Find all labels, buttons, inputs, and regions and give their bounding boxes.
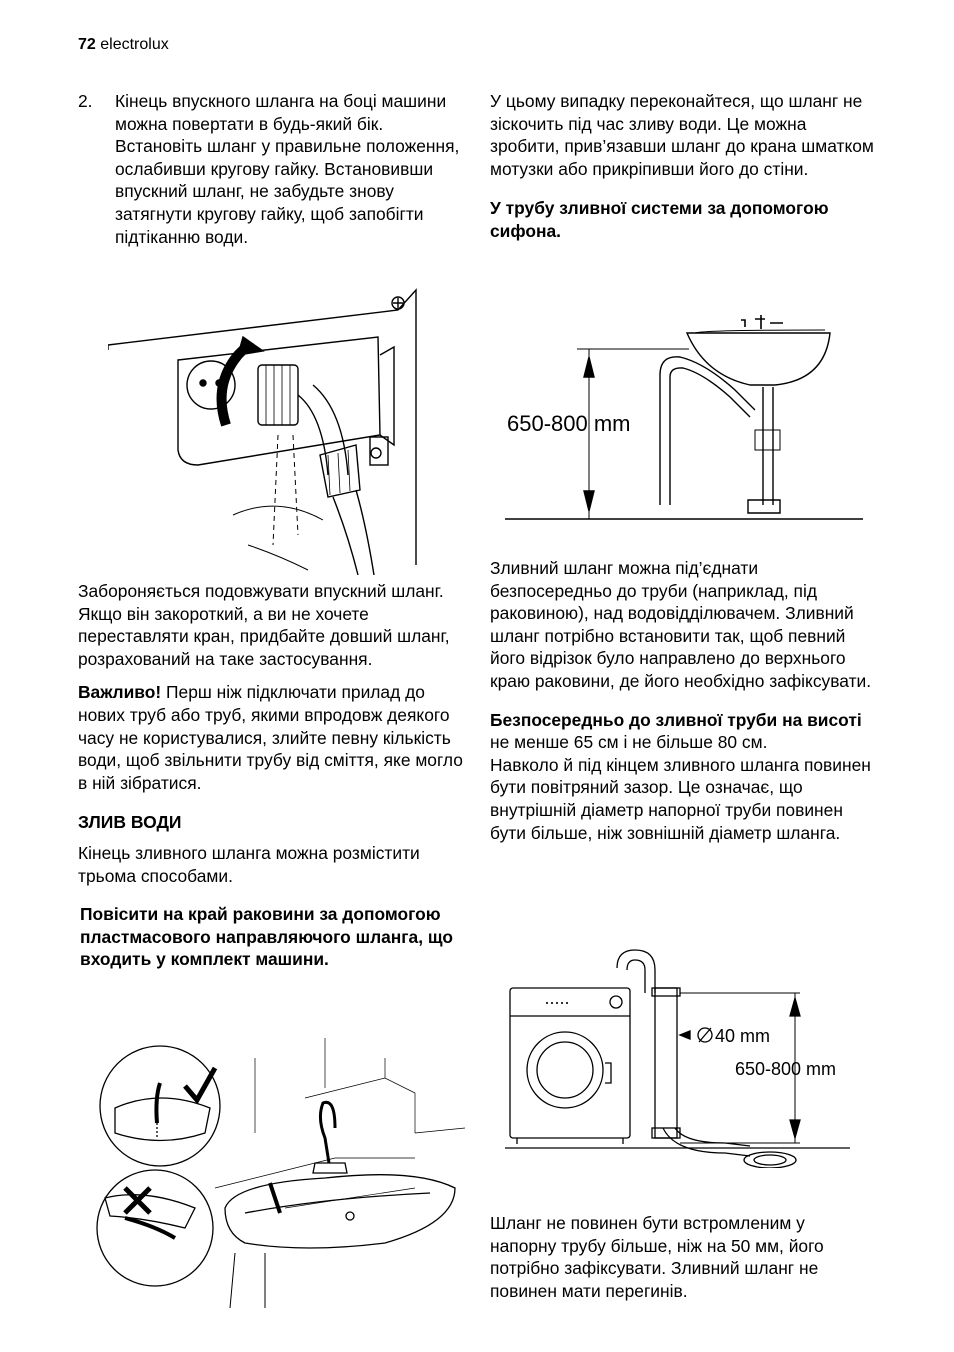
air-gap-paragraph: Навколо й під кінцем зливного шланга повинен бути повітряний зазор. Це означає, що внутрішній діаметр напорної труби повинен бути більше, ніж зовнішній діаметр шланга. — [490, 754, 871, 843]
list-item-number: 2. — [78, 91, 93, 111]
extend-hose-paragraph: Забороняється подовжувати впускний шланг. Якщо він закороткий, а ви не хочете переставляти кран, придбайте довший шланг, розрахований на таке застосування. — [78, 581, 450, 669]
left-body-text — [78, 580, 463, 971]
inlet-hose-paragraph: Кінець впускного шланга на боці машини можна повертати в будь-який бік. Встановіть шланг у правильне положення, ослабивши кругову гайку. Встановивши впускний шланг, не забудьте знову затягнути кругову гайку, щоб запобігти підтіканню води. — [115, 91, 460, 247]
important-paragraph — [78, 681, 463, 794]
direct-connection-paragraph: Зливний шланг можна під’єднати безпосередньо до труби (наприклад, під раковиною), над водовідділювачем. Зливний шланг потрібно встановити так, щоб певний його відрізок було направлено до верхнього краю раковини, де його необхідно зафіксувати. — [490, 558, 872, 691]
important-text: Перш ніж підключати прилад до нових труб або труб, якими впродовж деякого часу не користувалися, злийте певну кількість води, щоб звільнити трубу від сміття, яке могло в ній зібратися. — [78, 682, 463, 793]
sink-paragraph: У цьому випадку переконайтеся, що шланг не зіскочить під час зливу води. Це можна зробити, прив’язавши шланг до крана шматком мотузки або прикріпивши його до стіни. — [490, 91, 874, 179]
page-number: 72 — [78, 36, 96, 53]
insertion-paragraph: Шланг не повинен бути встромленим у напорну трубу більше, ніж на 50 мм, його потрібно зафіксувати. Зливний шланг не повинен мати перегинів. — [490, 1213, 824, 1301]
pipe-heading: Безпосередньо до зливної труби на висоті — [490, 709, 862, 730]
sink-hang-figure — [85, 1038, 465, 1308]
drain-pipe-figure — [505, 948, 855, 1168]
siphon-height-label: 650-800 mm — [507, 411, 631, 436]
pipe-height-label: 650-800 mm — [735, 1059, 837, 1079]
drain-heading: ЗЛИВ ВОДИ — [78, 812, 182, 833]
right-body-middle — [490, 557, 875, 844]
hang-heading: Повісити на край раковини за допомогою пластмасового направляючого шланга, що входить у комплект машини. — [80, 904, 453, 970]
pipe-paragraph — [490, 709, 875, 754]
page-header — [78, 36, 169, 54]
inlet-hose-figure — [108, 285, 420, 575]
important-label: Важливо! — [78, 682, 162, 703]
brand-name: electrolux — [100, 36, 169, 53]
right-body-top — [490, 90, 875, 243]
drain-intro-paragraph: Кінець зливного шланга можна розмістити трьома способами. — [78, 842, 420, 886]
pipe-text-1: не менше 65 см і не більше 80 см. — [490, 732, 768, 753]
list-item-text — [115, 90, 465, 248]
pipe-diameter-label: 40 mm — [715, 1026, 771, 1046]
siphon-figure — [505, 305, 865, 525]
siphon-heading: У трубу зливної системи за допомогою сифона. — [490, 198, 829, 241]
right-body-bottom — [490, 1212, 875, 1302]
